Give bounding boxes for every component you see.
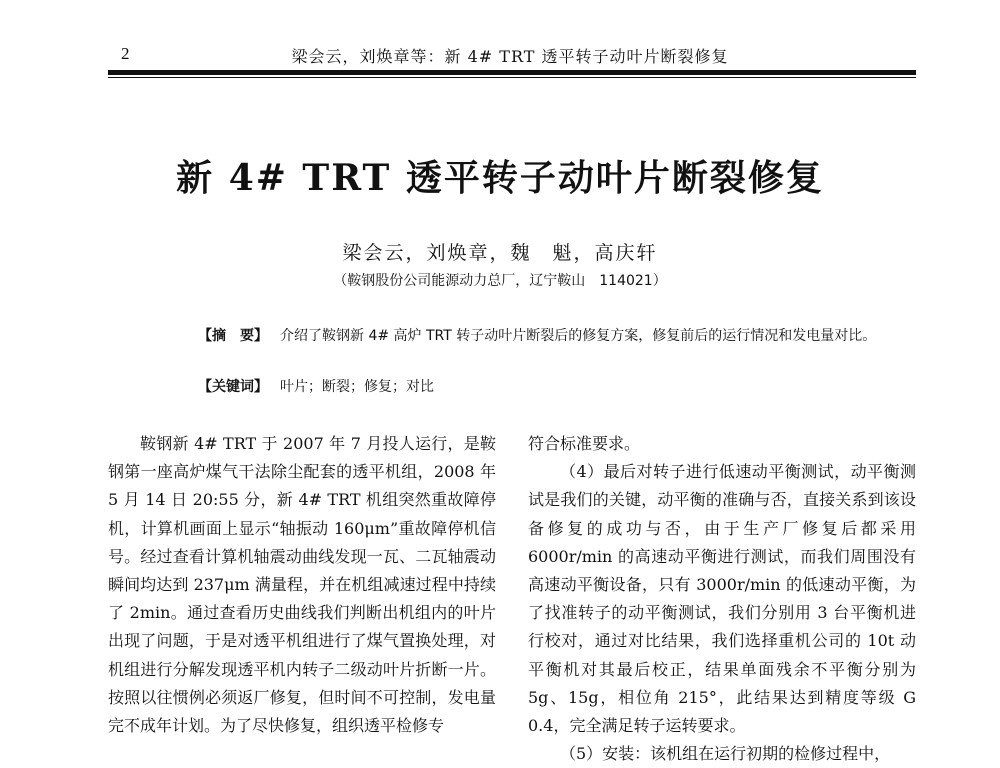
abstract-text: 介绍了鞍钢新 4# 高炉 TRT 转子动叶片断裂后的修复方案，修复前后的运行情况和发电量对比。 <box>280 328 877 344</box>
header-rule <box>108 70 916 75</box>
body-column-left <box>108 430 496 740</box>
paper-title: 新 4# TRT 透平转子动叶片断裂修复 <box>176 157 824 199</box>
keywords-text: 叶片；断裂；修复；对比 <box>280 379 434 395</box>
running-header: 梁会云，刘焕章等：新 4# TRT 透平转子动叶片断裂修复 <box>291 47 729 66</box>
abstract-label: 【摘 要】 <box>198 328 268 344</box>
keywords <box>198 376 878 396</box>
body-paragraph-4: （4）最后对转子进行低速动平衡测试，动平衡测试是我们的关键，动平衡的准确与否，直接关系到该设备修复的成功与否，由于生产厂修复后都采用 6000r/min 的高速动平衡进行测试，而我们周围没有高速动平衡设备，只有 3000r/min 的低速动平衡，为了找准转子的动平衡测试，我们分别用 3 台平衡机进行校对，通过对比结果，我们选择重机公司的 10t 动平衡机对其最后校正，结果单面残余不平衡分别为 5g、15g，相位角 215°，此结果达到精度等级 G 0.4，完全满足转子运转要求。 <box>528 462 916 736</box>
body-column-right <box>528 430 916 768</box>
body-paragraph-continuation: 符合标准要求。 <box>528 434 641 453</box>
keywords-label: 【关键词】 <box>198 379 268 395</box>
authors: 梁会云，刘焕章，魏 魁，高庆轩 <box>342 242 658 264</box>
body-paragraph: 鞍钢新 4# TRT 于 2007 年 7 月投人运行，是鞍钢第一座高炉煤气干法除尘配套的透平机组，2008 年 5 月 14 日 20:55 分，新 4# TRT 机组突然重故障停机，计算机画面上显示“轴振动 160μm”重故障停机信号。经过查看计算机轴震动曲线发现一瓦、二瓦轴震动瞬间均达到 237μm 满量程，并在机组减速过程中持续了 2min。通过查看历史曲线我们判断出机组内的叶片出现了问题，于是对透平机组进行了煤气置换处理，对机组进行分解发现透平机内转子二级动叶片折断一片。按照以往惯例必须返厂修复，但时间不可控制，发电量完不成年计划。为了尽快修复，组织透平检修专 <box>108 434 496 736</box>
affiliation: （鞍钢股份公司能源动力总厂，辽宁鞍山 114021） <box>333 273 667 289</box>
body-paragraph-5: （5）安装：该机组在运行初期的检修过程中， <box>560 744 891 764</box>
page-number: 2 <box>121 44 130 63</box>
abstract <box>158 324 878 349</box>
header-rule-thin <box>108 77 916 78</box>
